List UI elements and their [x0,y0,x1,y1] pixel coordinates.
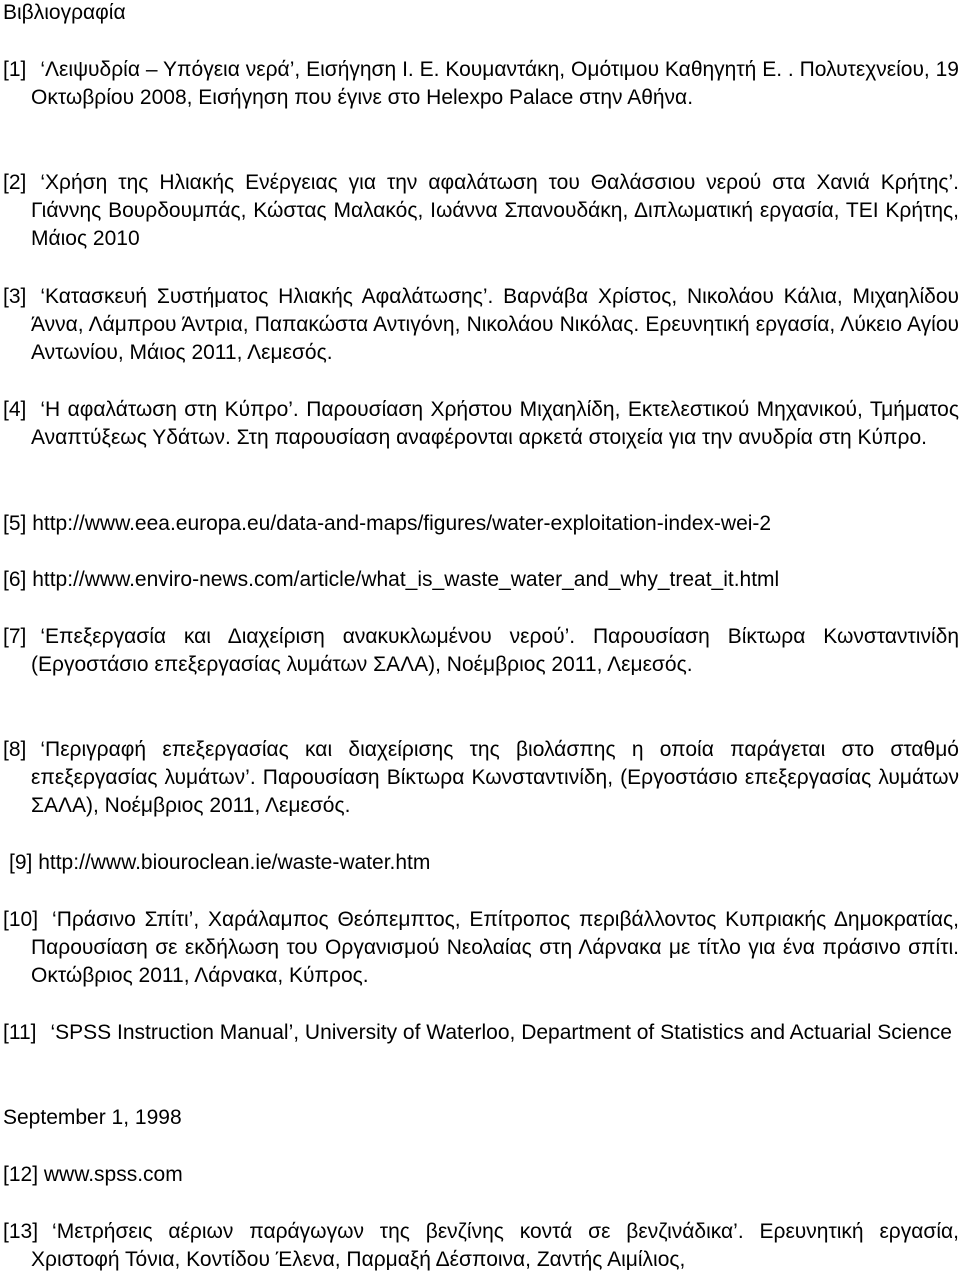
reference-number: [6] [3,568,27,591]
reference-2 [3,169,959,253]
reference-link[interactable]: http://www.eea.europa.eu/data-and-maps/figures/water-exploitation-index-wei-2 [32,512,772,535]
reference-text: ‘Περιγραφή επεξεργασίας και διαχείρισης της βιολάσπης η οποία παράγεται στο σταθμό επεξεργασίας λυμάτων’. Παρουσίαση Βίκτωρα Κωνσταντινίδη, (Εργοστάσιο επεξεργασίας λυμάτων ΣΑΛΑ), Νοέμβριος 2011, Λεμεσός. [31,738,959,817]
reference-number: [13] [3,1220,39,1243]
reference-9 [9,849,960,877]
reference-text: ‘Μετρήσεις αέριων παράγωγων της βενζίνης κοντά σε βενζινάδικα’. Ερευνητική εργασία, Χριστοφή Τόνια, Κοντίδου Έλενα, Παρμαξή Δέσποινα, Ζαντής Αιμίλιος, [31,1220,959,1271]
reference-text: ‘SPSS Instruction Manual’, University of Waterloo, Department of Statistics and Actuarial Science [50,1021,952,1044]
reference-text: ‘Η αφαλάτωση στη Κύπρο’. Παρουσίαση Χρήστου Μιχαηλίδη, Εκτελεστικού Μηχανικού, Τμήματος Αναπτύξεως Υδάτων. Στη παρουσίαση αναφέρονται αρκετά στοιχεία για την ανυδρία στη Κύπρο. [31,398,959,449]
reference-text: ‘Λειψυδρία – Υπόγεια νερά’, Εισήγηση Ι. Ε. Κουμαντάκη, Ομότιμου Καθηγητή Ε. . Πολυτεχνείου, 19 Οκτωβρίου 2008, Εισήγηση που έγινε στο Helexpo Palace στην Αθήνα. [31,58,959,109]
reference-10 [3,906,959,990]
reference-text: ‘Κατασκευή Συστήματος Ηλιακής Αφαλάτωσης’. Βαρνάβα Χρίστος, Νικολάου Κάλια, Μιχαηλίδου Άννα, Λάμπρου Άντρια, Παπακώστα Αντιγόνη, Νικολάου Νικόλας. Ερευνητική εργασία, Λύκειο Αγίου Αντωνίου, Μάιος 2011, Λεμεσός. [31,285,959,364]
reference-12 [3,1161,959,1189]
reference-11 [3,1019,959,1047]
reference-number: [9] [9,851,33,874]
reference-number: [11] [3,1021,37,1044]
reference-5 [3,510,959,538]
reference-11-date: September 1, 1998 [3,1106,182,1129]
reference-number: [7] [3,625,27,648]
reference-number: [4] [3,398,27,421]
reference-number: [3] [3,285,27,308]
reference-7 [3,623,959,679]
reference-8 [3,736,959,820]
reference-6 [3,566,959,594]
reference-3 [3,283,959,367]
reference-4 [3,396,959,452]
reference-link[interactable]: http://www.enviro-news.com/article/what_is_waste_water_and_why_treat_it.html [32,568,780,591]
reference-13 [3,1218,959,1274]
reference-number: [12] [3,1163,39,1186]
page-title: Βιβλιογραφία [3,1,126,24]
reference-number: [8] [3,738,27,761]
reference-number: [5] [3,512,27,535]
reference-link[interactable]: http://www.biouroclean.ie/waste-water.htm [38,851,431,874]
reference-number: [10] [3,908,39,931]
reference-link[interactable]: www.spss.com [43,1163,183,1186]
reference-number: [1] [3,58,27,81]
reference-number: [2] [3,171,27,194]
reference-text: ‘Επεξεργασία και Διαχείριση ανακυκλωμένου νερού’. Παρουσίαση Βίκτωρα Κωνσταντινίδη (Εργοστάσιο επεξεργασίας λυμάτων ΣΑΛΑ), Νοέμβριος 2011, Λεμεσός. [31,625,959,676]
reference-text: ‘Χρήση της Ηλιακής Ενέργειας για την αφαλάτωση του Θαλάσσιου νερού στα Χανιά Κρήτης’. Γιάννης Βουρδουμπάς, Κώστας Μαλακός, Ιωάννα Σπανουδάκη, Διπλωματική εργασία, ΤΕΙ Κρήτης, Μάιος 2010 [31,171,959,250]
reference-text: ‘Πράσινο Σπίτι’, Χαράλαμπος Θεόπεμπτος, Επίτροπος περιβάλλοντος Κυπριακής Δημοκρατίας, Παρουσίαση σε εκδήλωση του Οργανισμού Νεολαίας στη Λάρνακα με τίτλο για ένα πράσινο σπίτι. Οκτώβριος 2011, Λάρνακα, Κύπρος. [31,908,959,987]
reference-1 [3,56,959,112]
